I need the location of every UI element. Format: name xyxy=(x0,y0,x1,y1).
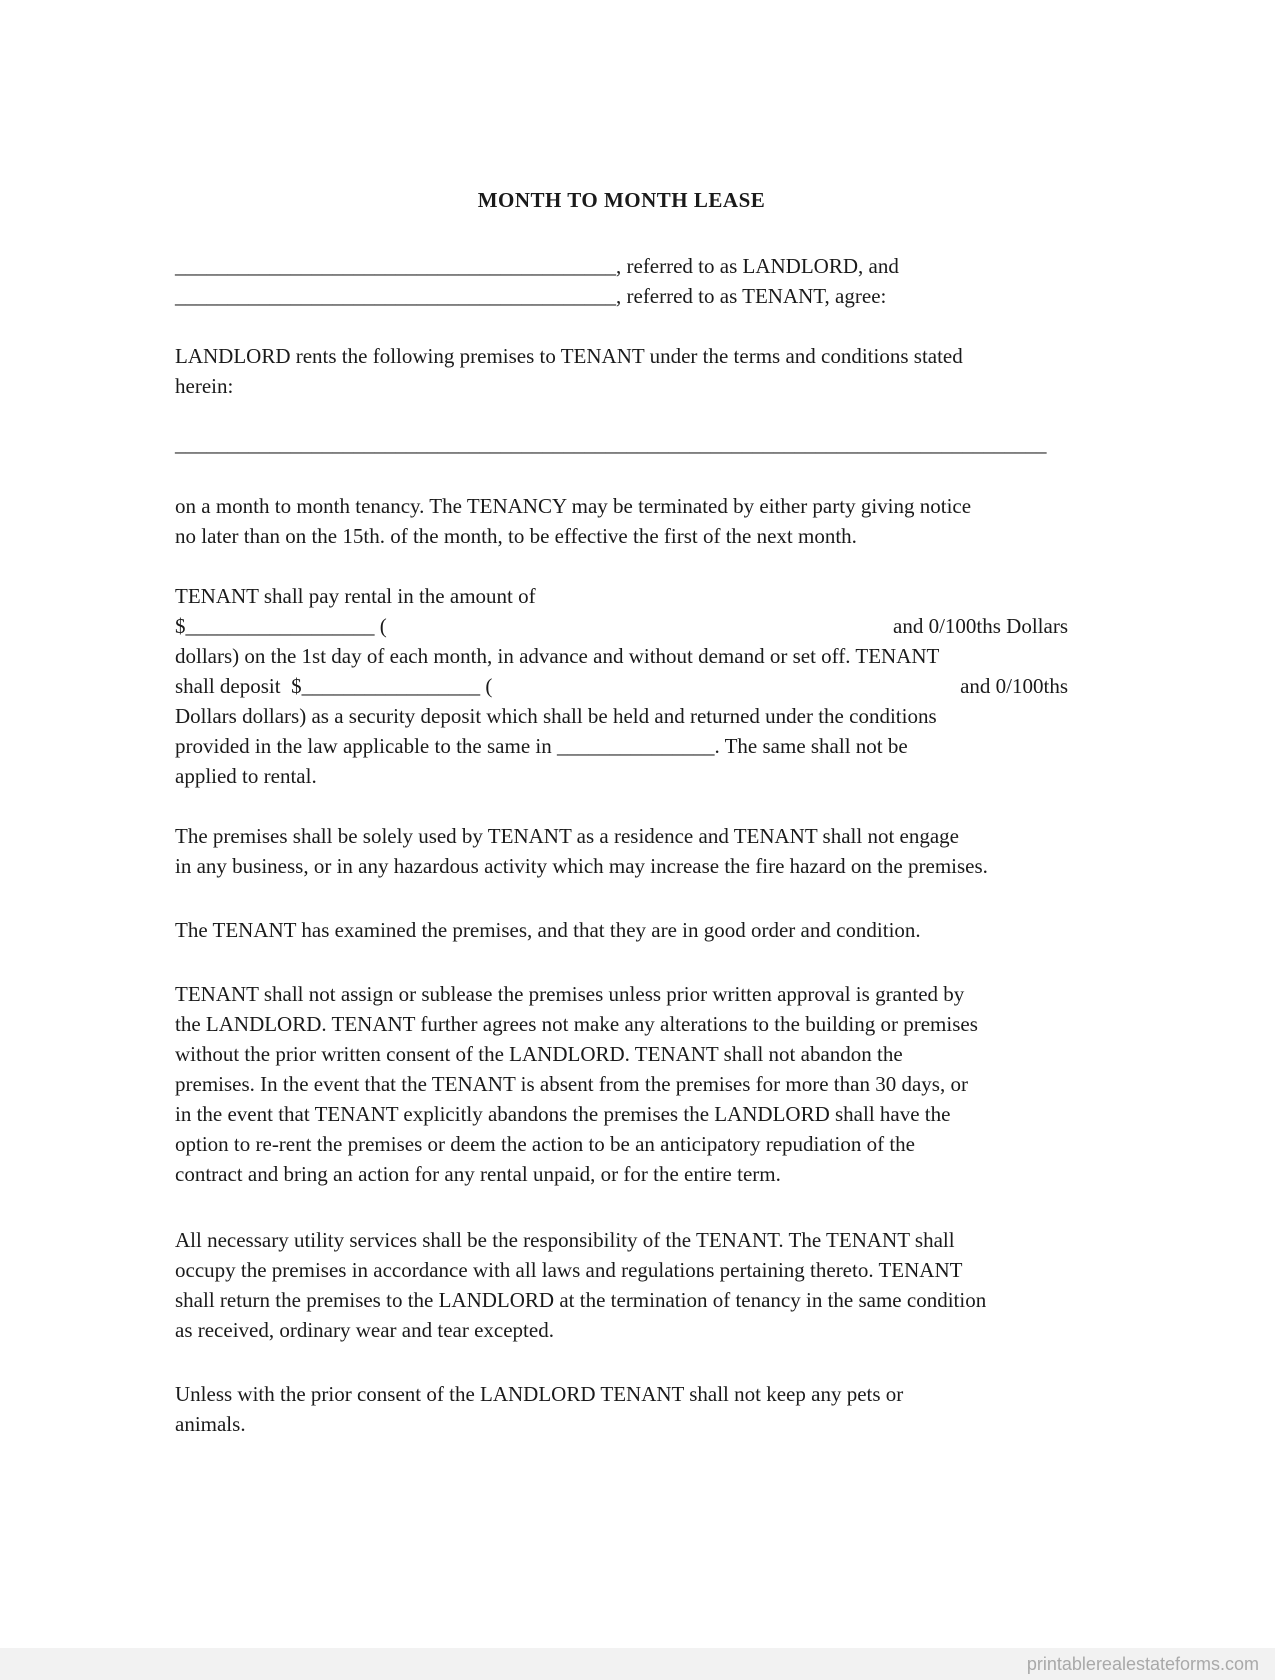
assignment-line: premises. In the event that the TENANT is absent from the premises for more than 30 days, or xyxy=(175,1072,968,1096)
tenant-party-line xyxy=(175,281,1068,311)
pets-line: Unless with the prior consent of the LANDLORD TENANT shall not keep any pets or xyxy=(175,1382,904,1406)
tenant-party-text: , referred to as TENANT, agree: xyxy=(616,284,887,308)
utilities-line: All necessary utility services shall be the responsibility of the TENANT. The TENANT shall xyxy=(175,1228,955,1252)
assignment-line: TENANT shall not assign or sublease the premises unless prior written approval is granted by xyxy=(175,982,965,1006)
examined-paragraph xyxy=(175,915,1068,945)
deposit-amount-blank: shall deposit $_________________ ( xyxy=(175,674,493,698)
premises-description-blank: ___________________________________________________________________________________ xyxy=(175,432,1047,456)
assignment-line: contract and bring an action for any rental unpaid, or for the entire term. xyxy=(175,1162,781,1186)
utilities-line: shall return the premises to the LANDLORD at the termination of tenancy in the same condition xyxy=(175,1288,987,1312)
rent-due-line: dollars) on the 1st day of each month, in advance and without demand or set off. TENANT xyxy=(175,644,940,668)
utilities-line: occupy the premises in accordance with all laws and regulations pertaining thereto. TENANT xyxy=(175,1258,963,1282)
landlord-party-line xyxy=(175,251,1068,281)
deposit-law-line: provided in the law applicable to the same in _______________. The same shall not be xyxy=(175,734,908,758)
assignment-line: option to re-rent the premises or deem the action to be an anticipatory repudiation of the xyxy=(175,1132,916,1156)
assignment-paragraph xyxy=(175,979,1068,1189)
deposit-amount-line xyxy=(175,671,1068,701)
lease-document xyxy=(175,0,1068,1439)
examined-line: The TENANT has examined the premises, and that they are in good order and condition. xyxy=(175,918,921,942)
rent-amount-line xyxy=(175,611,1068,641)
pets-paragraph xyxy=(175,1379,1068,1439)
footer-website-text: printablerealestateforms.com xyxy=(1026,1653,1259,1674)
tenancy-line: no later than on the 15th. of the month, to be effective the first of the next month. xyxy=(175,524,857,548)
use-paragraph xyxy=(175,821,1068,881)
deposit-terms-line: Dollars dollars) as a security deposit which shall be held and returned under the conditions xyxy=(175,704,937,728)
assignment-line: in the event that TENANT explicitly abandons the premises the LANDLORD shall have the xyxy=(175,1102,951,1126)
use-line: in any business, or in any hazardous activity which may increase the fire hazard on the premises. xyxy=(175,854,988,878)
document-title: MONTH TO MONTH LEASE xyxy=(477,188,766,212)
utilities-paragraph xyxy=(175,1225,1068,1345)
intro-paragraph xyxy=(175,341,1068,401)
rent-cents-text: and 0/100ths Dollars xyxy=(893,614,1068,638)
parties-section xyxy=(175,251,1068,311)
utilities-line: as received, ordinary wear and tear excepted. xyxy=(175,1318,554,1342)
rent-intro-line: TENANT shall pay rental in the amount of xyxy=(175,584,536,608)
tenancy-line: on a month to month tenancy. The TENANCY may be terminated by either party giving notice xyxy=(175,494,972,518)
intro-line: LANDLORD rents the following premises to TENANT under the terms and conditions stated xyxy=(175,344,963,368)
tenant-name-blank: __________________________________________ xyxy=(175,284,616,308)
landlord-name-blank: __________________________________________ xyxy=(175,254,616,278)
footer-bar xyxy=(0,1648,1275,1680)
deposit-rental-line: applied to rental. xyxy=(175,764,317,788)
rent-paragraph xyxy=(175,581,1068,791)
intro-line: herein: xyxy=(175,374,234,398)
pets-line: animals. xyxy=(175,1412,246,1436)
assignment-line: without the prior written consent of the LANDLORD. TENANT shall not abandon the xyxy=(175,1042,903,1066)
assignment-line: the LANDLORD. TENANT further agrees not make any alterations to the building or premises xyxy=(175,1012,978,1036)
landlord-party-text: , referred to as LANDLORD, and xyxy=(616,254,899,278)
use-line: The premises shall be solely used by TENANT as a residence and TENANT shall not engage xyxy=(175,824,960,848)
deposit-cents-text: and 0/100ths xyxy=(960,674,1068,698)
rent-amount-blank: $__________________ ( xyxy=(175,614,387,638)
tenancy-paragraph xyxy=(175,491,1068,551)
